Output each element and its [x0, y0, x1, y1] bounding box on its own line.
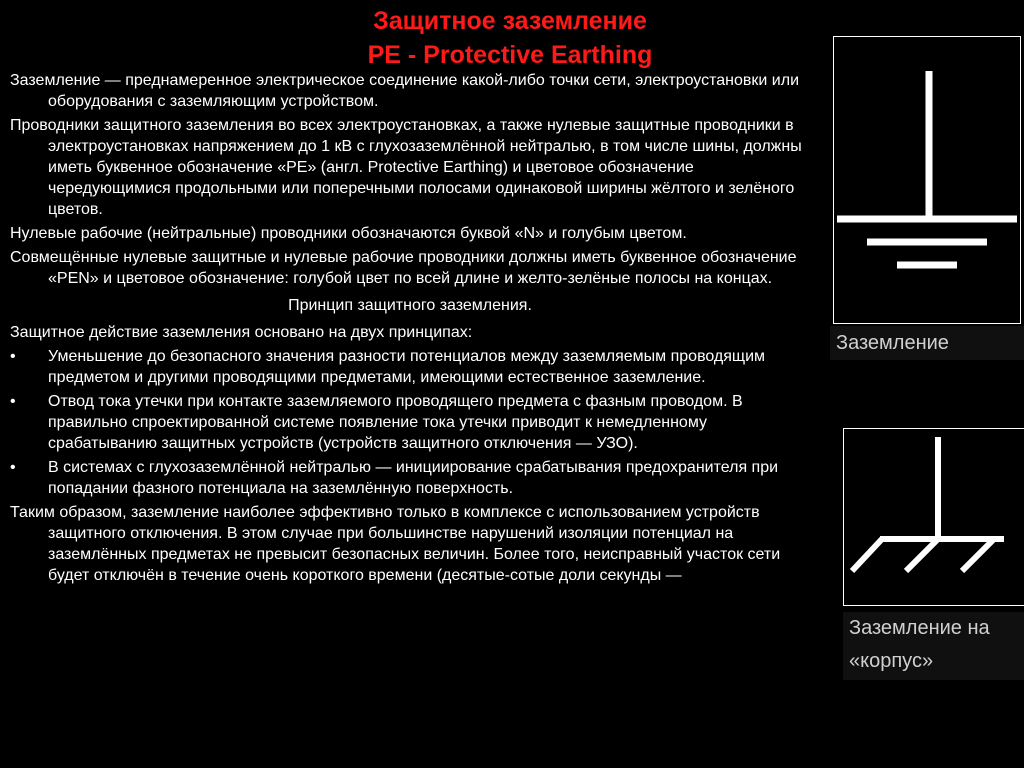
- bullet-marker: •: [10, 348, 16, 365]
- chassis-ground-caption: [843, 612, 1024, 680]
- ground-caption-text: Заземление: [836, 332, 949, 354]
- paragraph-conclusion: Таким образом, заземление наиболее эффективно только в комплексе с использованием устройств защитного отключения. В этом случае при большинстве нарушений изоляции потенциал на заземлённых предметах не превысит безопасных величин. Более того, неисправный участок сети будет отключён в течение очень короткого времени (десятые-сотые доли секунды —: [10, 504, 781, 584]
- section-subtitle: Принцип защитного заземления.: [288, 297, 532, 314]
- bullet-marker: •: [10, 459, 16, 476]
- list-item-text: Уменьшение до безопасного значения разности потенциалов между заземляемым проводящим предметом и другими проводящими предметами, имеющими естественное заземление.: [48, 348, 766, 386]
- list-item: [10, 457, 810, 499]
- list-item-text: В системах с глухозаземлённой нейтралью — инициирование срабатывания предохранителя при попадании фазного потенциала на заземлённую поверхность.: [48, 459, 779, 497]
- title-line-2: PE - Protective Earthing: [367, 41, 653, 69]
- paragraph-definition: Заземление — преднамеренное электрическое соединение какой-либо точки сети, электроустановки или оборудования с заземляющим устройством.: [10, 72, 799, 110]
- list-item: [10, 346, 810, 388]
- ground-caption: [830, 326, 1024, 360]
- chassis-caption-line-1: Заземление на: [849, 617, 990, 639]
- list-item-text: Отвод тока утечки при контакте заземляемого проводящего предмета с фазным проводом. В правильно спроектированной системе появление тока утечки приводит к немедленному срабатыванию защитных устройств (устройств защитного отключения — УЗО).: [48, 393, 743, 452]
- paragraph-pe-conductors: Проводники защитного заземления во всех электроустановках, а также нулевые защитные проводники в электроустановках напряжением до 1 кВ с глухозаземлённой нейтралью, в том числе шины, должны иметь буквенное обозначение «PE» (англ. Protective Earthing) и цветовое обозначение чередующимися продольными или поперечными полосами одинаковой ширины жёлтого и зелёного цветов.: [10, 117, 802, 218]
- paragraph-pen-conductors: Совмещённые нулевые защитные и нулевые рабочие проводники должны иметь буквенное обозначение «PEN» и цветовое обозначение: голубой цвет по всей длине и желто-зелёные полосы на концах.: [10, 249, 797, 287]
- body-text: [10, 70, 810, 589]
- bullet-marker: •: [10, 393, 16, 410]
- paragraph-principles-intro: Защитное действие заземления основано на двух принципах:: [10, 324, 473, 341]
- chassis-ground-symbol-icon: [844, 429, 1024, 605]
- chassis-ground-panel: [843, 428, 1024, 606]
- ground-symbol-icon: [834, 37, 1020, 323]
- ground-symbol-panel: [833, 36, 1021, 324]
- paragraph-neutral-conductors: Нулевые рабочие (нейтральные) проводники обозначаются буквой «N» и голубым цветом.: [10, 225, 687, 242]
- title-line-1: Защитное заземление: [373, 7, 647, 35]
- list-item: [10, 391, 810, 454]
- chassis-caption-line-2: «корпус»: [849, 650, 934, 672]
